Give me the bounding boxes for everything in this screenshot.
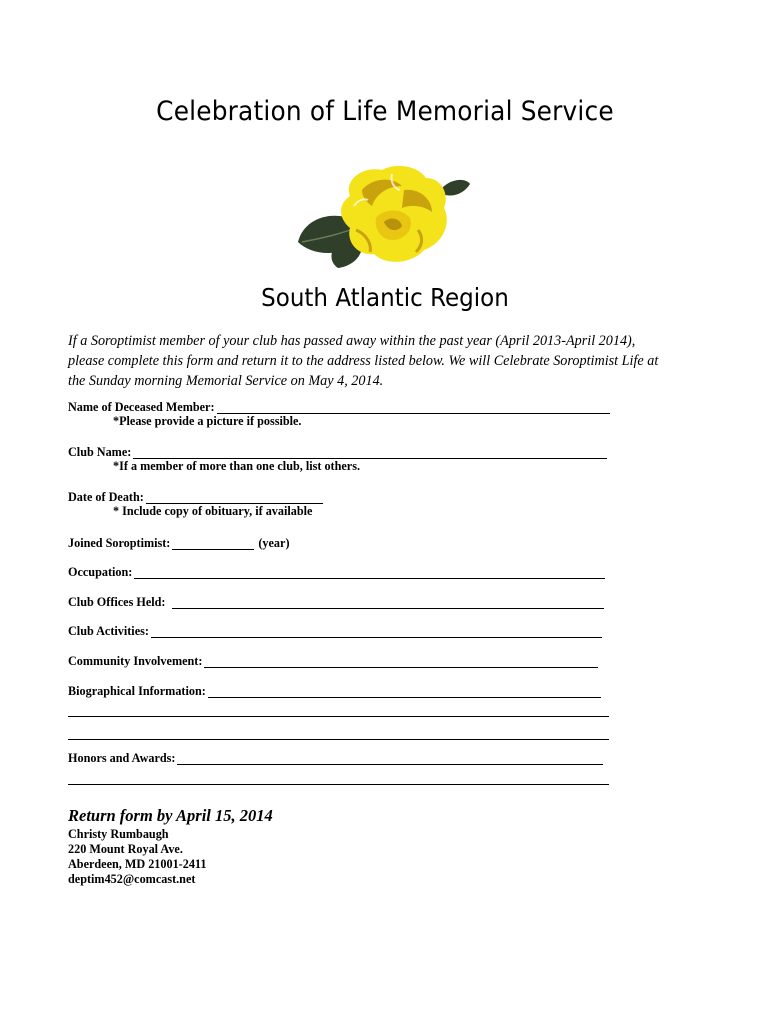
honors-awards-field[interactable] <box>68 749 603 765</box>
intro-line: If a Soroptimist member of your club has passed away within the past year (April 2013-April 2014), <box>68 333 636 349</box>
club-offices-blank[interactable] <box>172 596 604 609</box>
joined-year-blank[interactable] <box>172 537 254 550</box>
address-line: Aberdeen, MD 21001-2411 <box>68 857 207 871</box>
occupation-field[interactable] <box>68 563 605 579</box>
region-heading: South Atlantic Region <box>261 283 509 312</box>
honors-awards-extra-line[interactable] <box>68 784 609 785</box>
joined-year-field[interactable] <box>68 534 290 550</box>
club-activities-label: Club Activities: <box>68 624 149 638</box>
club-activities-field[interactable] <box>68 622 602 638</box>
yellow-rose-icon <box>292 160 472 272</box>
biographical-info-extra-line[interactable] <box>68 739 609 740</box>
address-line: 220 Mount Royal Ave. <box>68 842 183 856</box>
intro-paragraph <box>68 331 718 391</box>
club-activities-blank[interactable] <box>151 625 602 638</box>
community-involvement-label: Community Involvement: <box>68 654 203 668</box>
joined-year-label: Joined Soroptimist: <box>68 536 171 550</box>
biographical-info-field[interactable] <box>68 682 601 698</box>
date-of-death-note: * Include copy of obituary, if available <box>113 504 313 518</box>
club-name-note: *If a member of more than one club, list others. <box>113 459 360 473</box>
joined-year-suffix: (year) <box>258 536 290 550</box>
deceased-name-note: *Please provide a picture if possible. <box>113 414 302 428</box>
honors-awards-blank[interactable] <box>177 752 603 765</box>
biographical-info-extra-line[interactable] <box>68 716 609 717</box>
club-name-blank[interactable] <box>133 446 607 459</box>
honors-awards-label: Honors and Awards: <box>68 751 176 765</box>
club-name-label: Club Name: <box>68 445 132 459</box>
date-of-death-field[interactable] <box>68 488 323 504</box>
date-of-death-blank[interactable] <box>146 491 323 504</box>
occupation-blank[interactable] <box>134 566 605 579</box>
address-email: deptim452@comcast.net <box>68 872 196 886</box>
address-line: Christy Rumbaugh <box>68 827 169 841</box>
community-involvement-blank[interactable] <box>204 655 598 668</box>
page-title: Celebration of Life Memorial Service <box>156 96 614 127</box>
club-offices-label: Club Offices Held: <box>68 595 166 609</box>
club-offices-field[interactable] <box>68 593 604 609</box>
biographical-info-blank[interactable] <box>208 685 601 698</box>
return-deadline-heading: Return form by April 15, 2014 <box>68 806 273 825</box>
intro-line: please complete this form and return it to the address listed below. We will Celebrate Soroptimist Life at <box>68 353 659 369</box>
club-name-field[interactable] <box>68 443 607 459</box>
deceased-name-blank[interactable] <box>217 401 610 414</box>
return-address <box>68 827 206 887</box>
community-involvement-field[interactable] <box>68 652 598 668</box>
biographical-info-label: Biographical Information: <box>68 684 206 698</box>
occupation-label: Occupation: <box>68 565 133 579</box>
deceased-name-field[interactable] <box>68 398 610 414</box>
deceased-name-label: Name of Deceased Member: <box>68 400 215 414</box>
date-of-death-label: Date of Death: <box>68 490 144 504</box>
intro-line: the Sunday morning Memorial Service on May 4, 2014. <box>68 373 384 389</box>
